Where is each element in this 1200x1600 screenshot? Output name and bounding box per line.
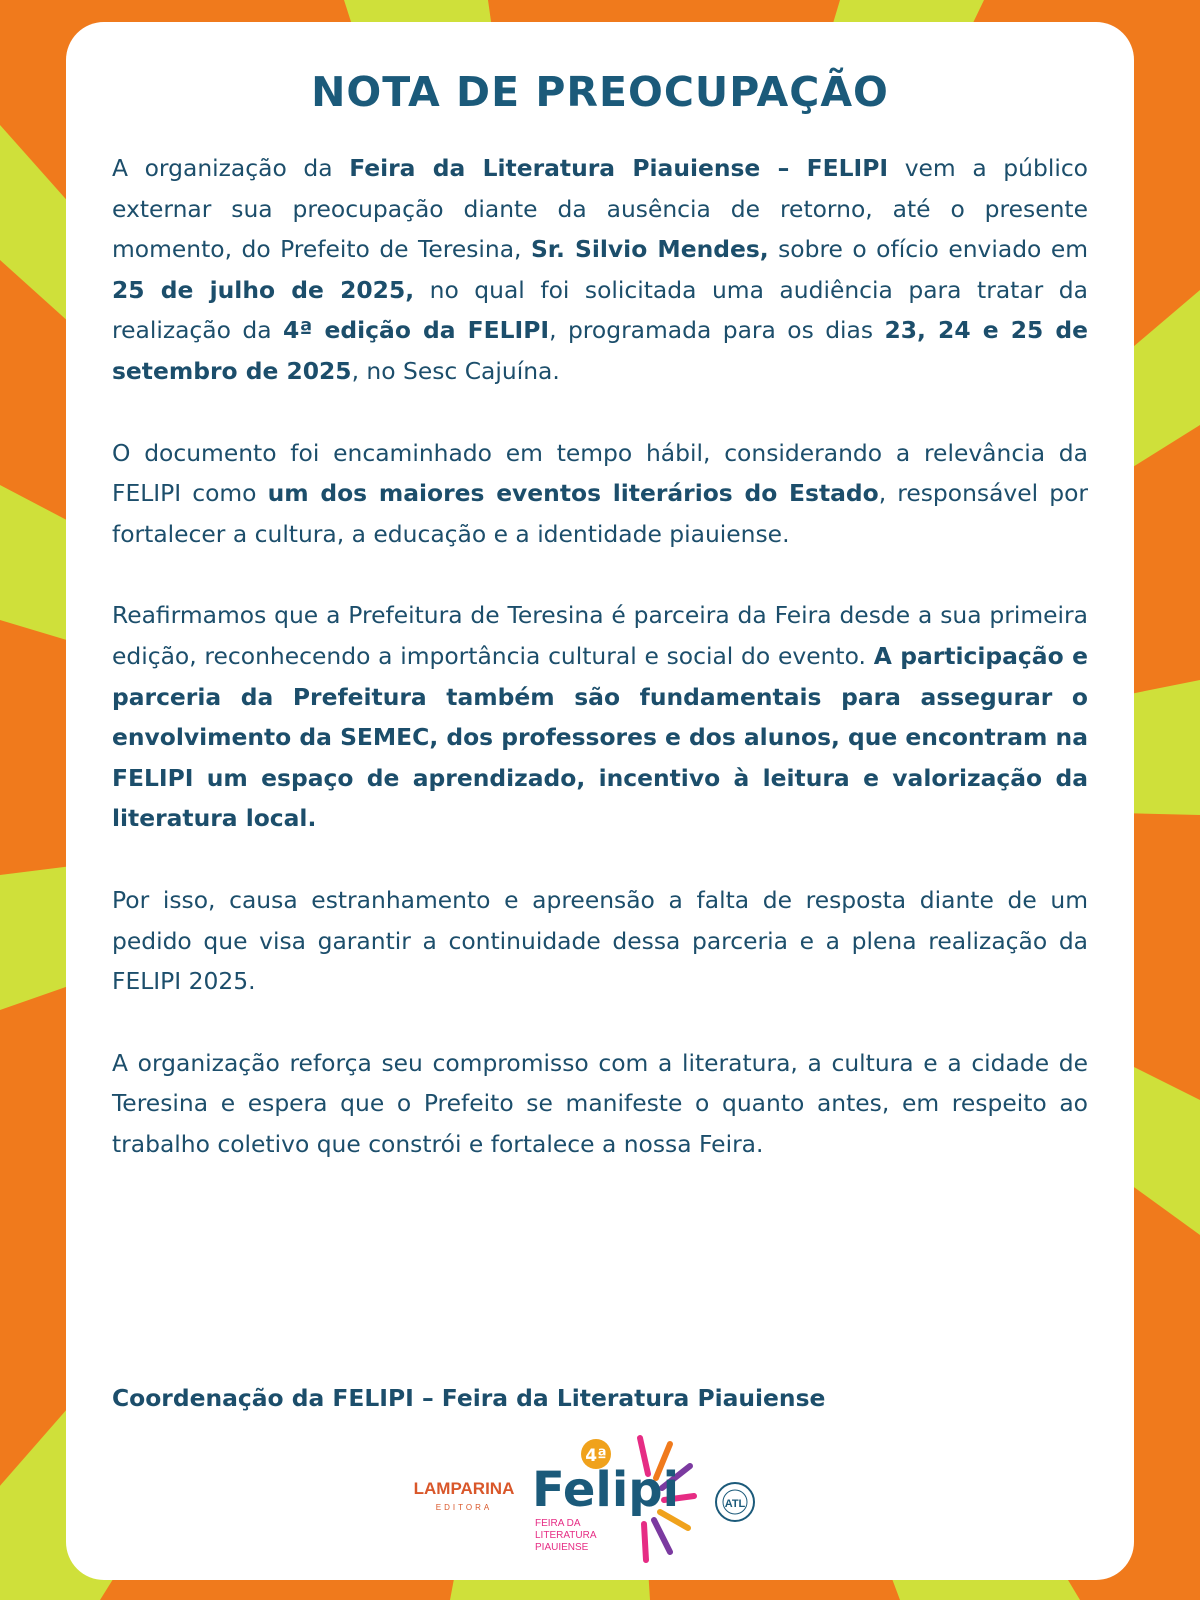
paragraph-text: Reafirmamos que a Prefeitura de Teresina é parceira da Feira desde a sua primeira edição, reconhecendo a importância cultural e social do evento. (112, 601, 1088, 670)
paragraph-1 (112, 148, 1088, 392)
lamparina-logo-sub: EDITORA (435, 1503, 493, 1512)
note-body (112, 148, 1088, 1205)
paragraph-text: A organização reforça seu compromisso com a literatura, a cultura e a cidade de Teresina e espera que o Prefeito se manifeste o quanto antes, em respeito ao trabalho coletivo que constrói e fortalece a nossa Feira. (112, 1048, 1088, 1158)
lamparina-logo-name: LAMPARINA (413, 1479, 515, 1498)
signature: Coordenação da FELIPI – Feira da Literatura Piauiense (112, 1384, 826, 1412)
paragraph-text: sobre o ofício enviado em (768, 235, 1088, 264)
paragraph-text: , programada para os dias (549, 316, 885, 345)
paragraph-text: A participação e parceria da Prefeitura também são fundamentais para assegurar o envolvimento da SEMEC, dos professores e dos alunos, que encontram na FELIPI um espaço de aprendizado, incentivo à leitura e valorização da literatura local. (112, 641, 1088, 833)
felipi-tagline-2: LITERATURA (535, 1530, 597, 1541)
paragraph-text: 25 de julho de 2025, (112, 275, 415, 304)
felipi-edition: 4ª (585, 1446, 607, 1466)
felipi-wordmark: Felipi (532, 1462, 680, 1518)
paragraph-4 (112, 880, 1088, 1002)
paragraph-text: 23, 24 e 25 de setembro de 2025 (112, 316, 1089, 385)
paragraph-text: , responsável por fortalecer a cultura, a educação e a identidade piauiense. (112, 479, 1088, 548)
paragraph-text: O documento foi encaminhado em tempo hábil, considerando a relevância da FELIPI como (112, 438, 1088, 508)
felipi-logo (532, 1438, 694, 1560)
paragraph-5 (112, 1043, 1088, 1165)
paragraph-text: , no Sesc Cajuína. (351, 356, 560, 385)
paragraph-text: Por isso, causa estranhamento e apreensão a falta de resposta diante de um pedido que visa garantir a continuidade dessa parceria e a plena realização da FELIPI 2025. (112, 885, 1088, 996)
lamparina-logo (414, 1479, 515, 1512)
paragraph-text: um dos maiores eventos literários do Estado (267, 479, 879, 508)
paragraph-3 (112, 595, 1088, 839)
felipi-tagline-1: FEIRA DA (535, 1518, 581, 1529)
paragraph-text: A organização da (112, 154, 350, 182)
paragraph-text: vem a público externar sua preocupação diante da ausência de retorno, até o presente momento, do Prefeito de Teresina, (112, 154, 1088, 264)
atl-initials: ATL (724, 1498, 746, 1510)
paragraph-text: Feira da Literatura Piauiense – FELIPI (349, 154, 889, 182)
felipi-tagline-3: PIAUIENSE (535, 1542, 589, 1553)
paragraph-text: 4ª edição da FELIPI (282, 316, 550, 345)
page-title: NOTA DE PREOCUPAÇÃO (311, 68, 889, 116)
paragraph-text: Sr. Silvio Mendes, (530, 235, 769, 264)
footer-logos (0, 1430, 1200, 1580)
paragraph-2 (112, 433, 1088, 555)
atl-seal-logo (716, 1483, 754, 1521)
paragraph-text: no qual foi solicitada uma audiência para tratar da realização da (112, 275, 1088, 345)
